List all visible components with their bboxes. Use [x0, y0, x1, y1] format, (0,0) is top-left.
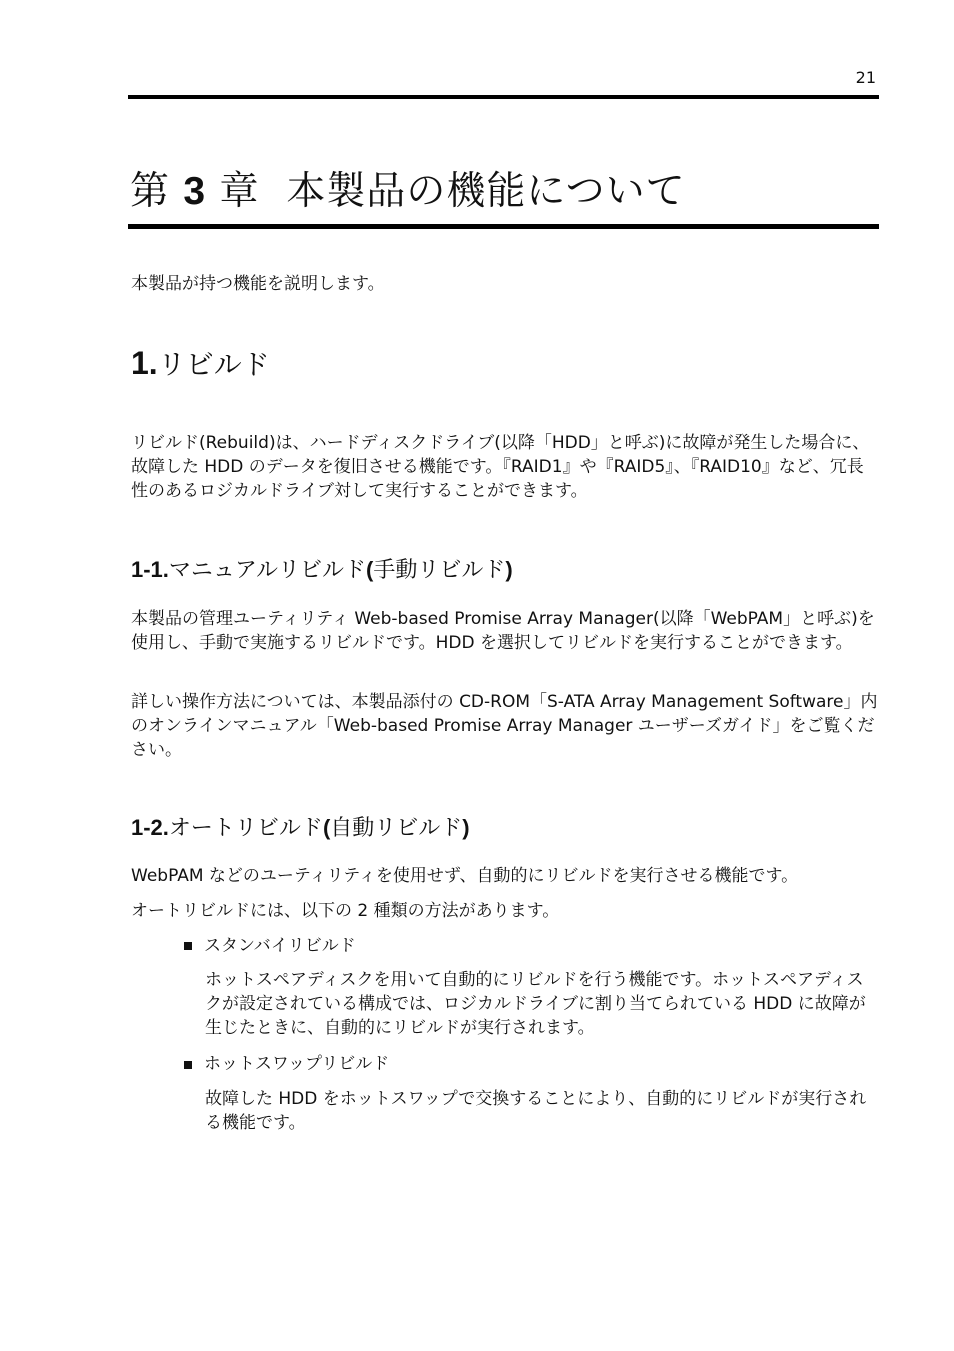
subsection-title-auto: [131, 811, 470, 842]
section-title-text: リビルド: [157, 348, 270, 381]
bullet-square-icon: [184, 1061, 192, 1069]
subsection-paren-title: 自動リビルド: [330, 816, 463, 841]
subsection-paren-title: 手動リビルド: [373, 558, 506, 583]
auto-rebuild-para1: WebPAM などのユーティリティを使用せず、自動的にリビルドを実行させる機能です。: [131, 866, 799, 886]
subsection-number: 1-2.: [131, 815, 169, 840]
subsection-title-manual: [131, 553, 513, 584]
paren-open: (: [366, 557, 374, 582]
chapter-number: 3: [183, 170, 207, 213]
auto-rebuild-para2: オートリビルドには、以下の 2 種類の方法があります。: [131, 901, 560, 921]
section-body: リビルド(Rebuild)は、ハードディスクドライブ(以降「HDD」と呼ぶ)に故障が発生した場合に、故障した HDD のデータを復旧させる機能です。『RAID1』や『RAID5』、『RAID10』など、冗長性のあるロジカルドライブ対して実行することができます。: [131, 433, 870, 501]
bullet-square-icon: [184, 942, 192, 950]
header-rule: [128, 95, 879, 99]
chapter-prefix: 第: [130, 169, 171, 214]
manual-rebuild-para2: 詳しい操作方法については、本製品添付の CD-ROM「S-ATA Array Management Software」内のオンラインマニュアル「Web-based Promise Array Manager ユーザーズガイド」をご覧ください。: [131, 692, 878, 760]
section-number: 1.: [131, 345, 158, 381]
subsection-title-text: オートリビルド: [168, 816, 323, 841]
intro-text: 本製品が持つ機能を説明します。: [131, 274, 385, 294]
page-number: 21: [855, 68, 876, 87]
paren-close: ): [462, 815, 470, 840]
paren-open: (: [322, 815, 331, 840]
bullet-body-standby: ホットスペアディスクを用いて自動的にリビルドを行う機能です。ホットスペアディスクが設定されている構成では、ロジカルドライブに割り当てられている HDD に故障が生じたときに、自動的にリビルドが実行されます。: [205, 970, 866, 1038]
chapter-suffix: 章: [219, 169, 260, 214]
subsection-number: 1-1.: [131, 557, 169, 582]
section-title: [131, 343, 270, 383]
bullet-label-standby: スタンバイリビルド: [204, 936, 356, 956]
subsection-title-text: マニュアルリビルド: [168, 558, 367, 583]
chapter-rule: [128, 224, 879, 229]
chapter-title-text: 本製品の機能について: [286, 169, 686, 214]
bullet-body-hotswap: 故障した HDD をホットスワップで交換することにより、自動的にリビルドが実行される機能です。: [205, 1089, 867, 1133]
bullet-label-hotswap: ホットスワップリビルド: [204, 1054, 390, 1074]
manual-rebuild-para1: 本製品の管理ユーティリティ Web-based Promise Array Manager(以降「WebPAM」と呼ぶ)を使用し、手動で実施するリビルドです。HDD を選択してリビルドを実行することができます。: [131, 609, 875, 653]
paren-close: ): [505, 557, 513, 582]
chapter-title: [130, 160, 686, 216]
